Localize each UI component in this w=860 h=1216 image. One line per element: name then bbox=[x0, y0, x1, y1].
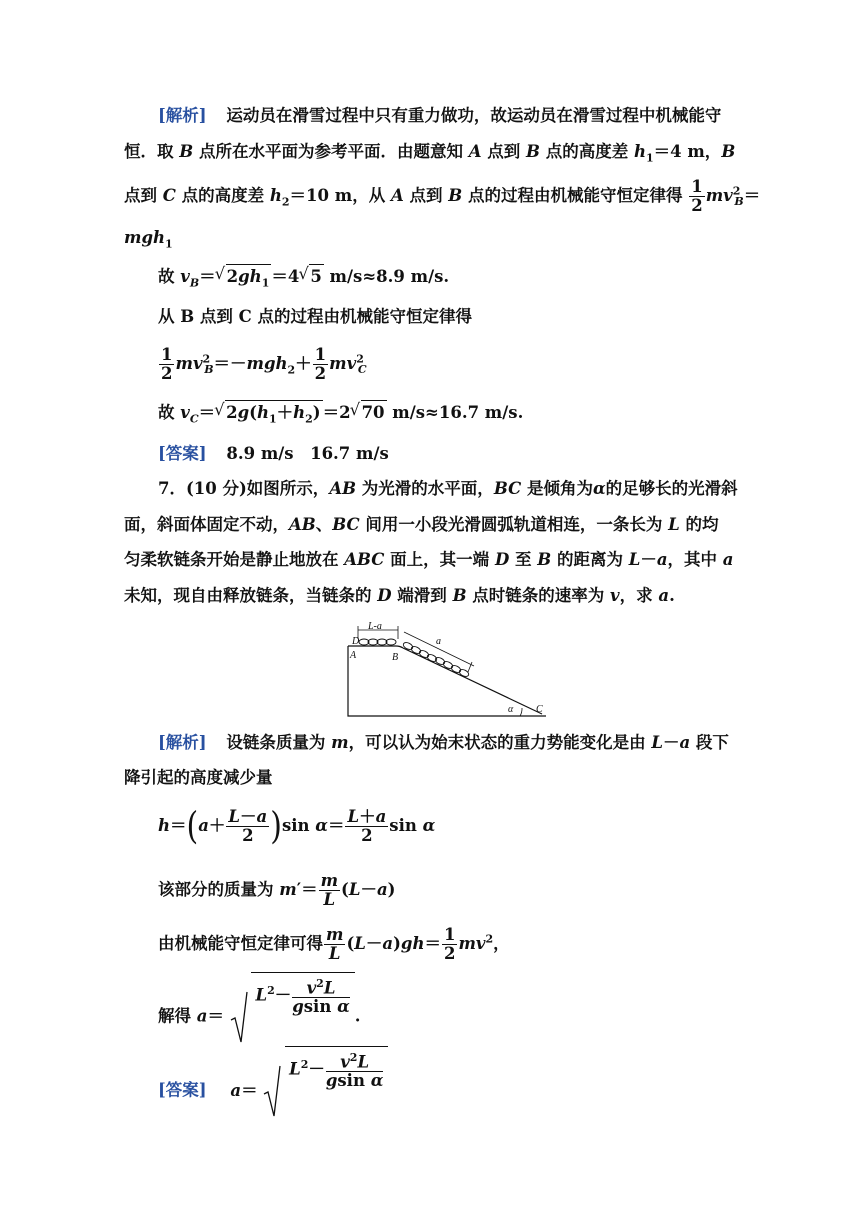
solution2-mass: 该部分的质量为 m′＝ $\frac{m}{L}$ (L－a) bbox=[158, 871, 396, 909]
equation-h: h＝(a＋ $\frac{L-a}{2}$ )sin α＝ $\frac{L+a}{2}$ sin α bbox=[158, 804, 436, 848]
answer1-line bbox=[158, 442, 389, 466]
solution2-line1: [解析] 设链条质量为 m，可以认为始末状态的重力势能变化是由 L－a 段下 bbox=[158, 733, 729, 752]
label-D: D bbox=[352, 636, 360, 647]
label-C: C bbox=[536, 704, 543, 715]
label-B: B bbox=[392, 652, 399, 663]
solution1-line5: 从 B 点到 C 点的过程由机械能守恒定律得 bbox=[158, 307, 473, 326]
solution2-result: 解得 $a= L^2-$ $\frac{v^2L}{\text{gsin α}}$ . bbox=[158, 990, 361, 1044]
chain-horizontal bbox=[359, 639, 396, 645]
radical-sign-2 bbox=[263, 1064, 281, 1118]
answer-tag: [答案] bbox=[158, 444, 207, 463]
solution1-line3: 点到 C 点的高度差 $h_2=10$ m，从 A 点到 B 点的过程由机械能守恒定律得 $\frac{1}{2}$ $mv^2_B=$ bbox=[124, 177, 761, 215]
problem7-line3: 匀柔软链条开始是静止地放在 ABC 面上，其一端 D 至 B 的距离为 L－a，其中 a bbox=[124, 550, 734, 569]
solution2-energy: 由机械能守恒定律可得 $\frac{m}{L}$ (L－a)gh＝ $\frac{1}{2}$ $mv^2$， bbox=[158, 925, 510, 963]
label-A: A bbox=[350, 650, 357, 661]
answer1-value: 8.9 m/s 16.7 m/s bbox=[226, 444, 389, 463]
answer2-line: [答案] $a= L^2-$ $\frac{v^2L}{\text{gsin α}}$ bbox=[158, 1064, 388, 1118]
solution1-line1: [解析] 运动员在滑雪过程中只有重力做功，故运动员在滑雪过程中机械能守 bbox=[158, 106, 722, 125]
incline-surface bbox=[403, 648, 542, 714]
analysis-tag-2: [解析] bbox=[158, 733, 207, 752]
equation-energy: $\frac{1}{2}$ $mv^2_B=-mgh_2+$ $\frac{1}{2}$ $mv^2_C$ bbox=[161, 345, 367, 383]
solution2-line2: 降引起的高度减少量 bbox=[124, 768, 273, 787]
problem7-line1: 7．(10 分)如图所示，AB 为光滑的水平面，BC 是倾角为α的足够长的光滑斜 bbox=[158, 479, 738, 498]
solution1-line4: mgh$_1$ bbox=[124, 228, 173, 251]
block-outline bbox=[348, 646, 546, 716]
problem7-line2: 面，斜面体固定不动，AB、BC 间用一小段光滑圆弧轨道相连，一条长为 L 的均 bbox=[124, 515, 719, 534]
equation-vb: 故 $v_B=√$ $2gh_1 =4√$ 5 m/s≈8.9 m/s. bbox=[158, 264, 449, 295]
radical-sign bbox=[230, 990, 248, 1044]
solution1-line2: 恒．取 B 点所在水平面为参考平面．由题意知 A 点到 B 点的高度差 $h_1=4$ m，B bbox=[124, 142, 736, 165]
label-alpha: α bbox=[508, 704, 514, 715]
label-L-minus-a: L-a bbox=[368, 621, 382, 632]
incline-chain-figure bbox=[336, 620, 556, 720]
analysis-tag: [解析] bbox=[158, 106, 207, 125]
label-a: a bbox=[436, 636, 441, 647]
problem7-line4: 未知，现自由释放链条，当链条的 D 端滑到 B 点时链条的速率为 v，求 a. bbox=[124, 586, 675, 605]
equation-vc: 故 $v_C=√$ $2g(h_1+h_2) =2√$ 70 m/s≈16.7 m/s. bbox=[158, 400, 523, 431]
answer-tag-2: [答案] bbox=[158, 1080, 207, 1100]
